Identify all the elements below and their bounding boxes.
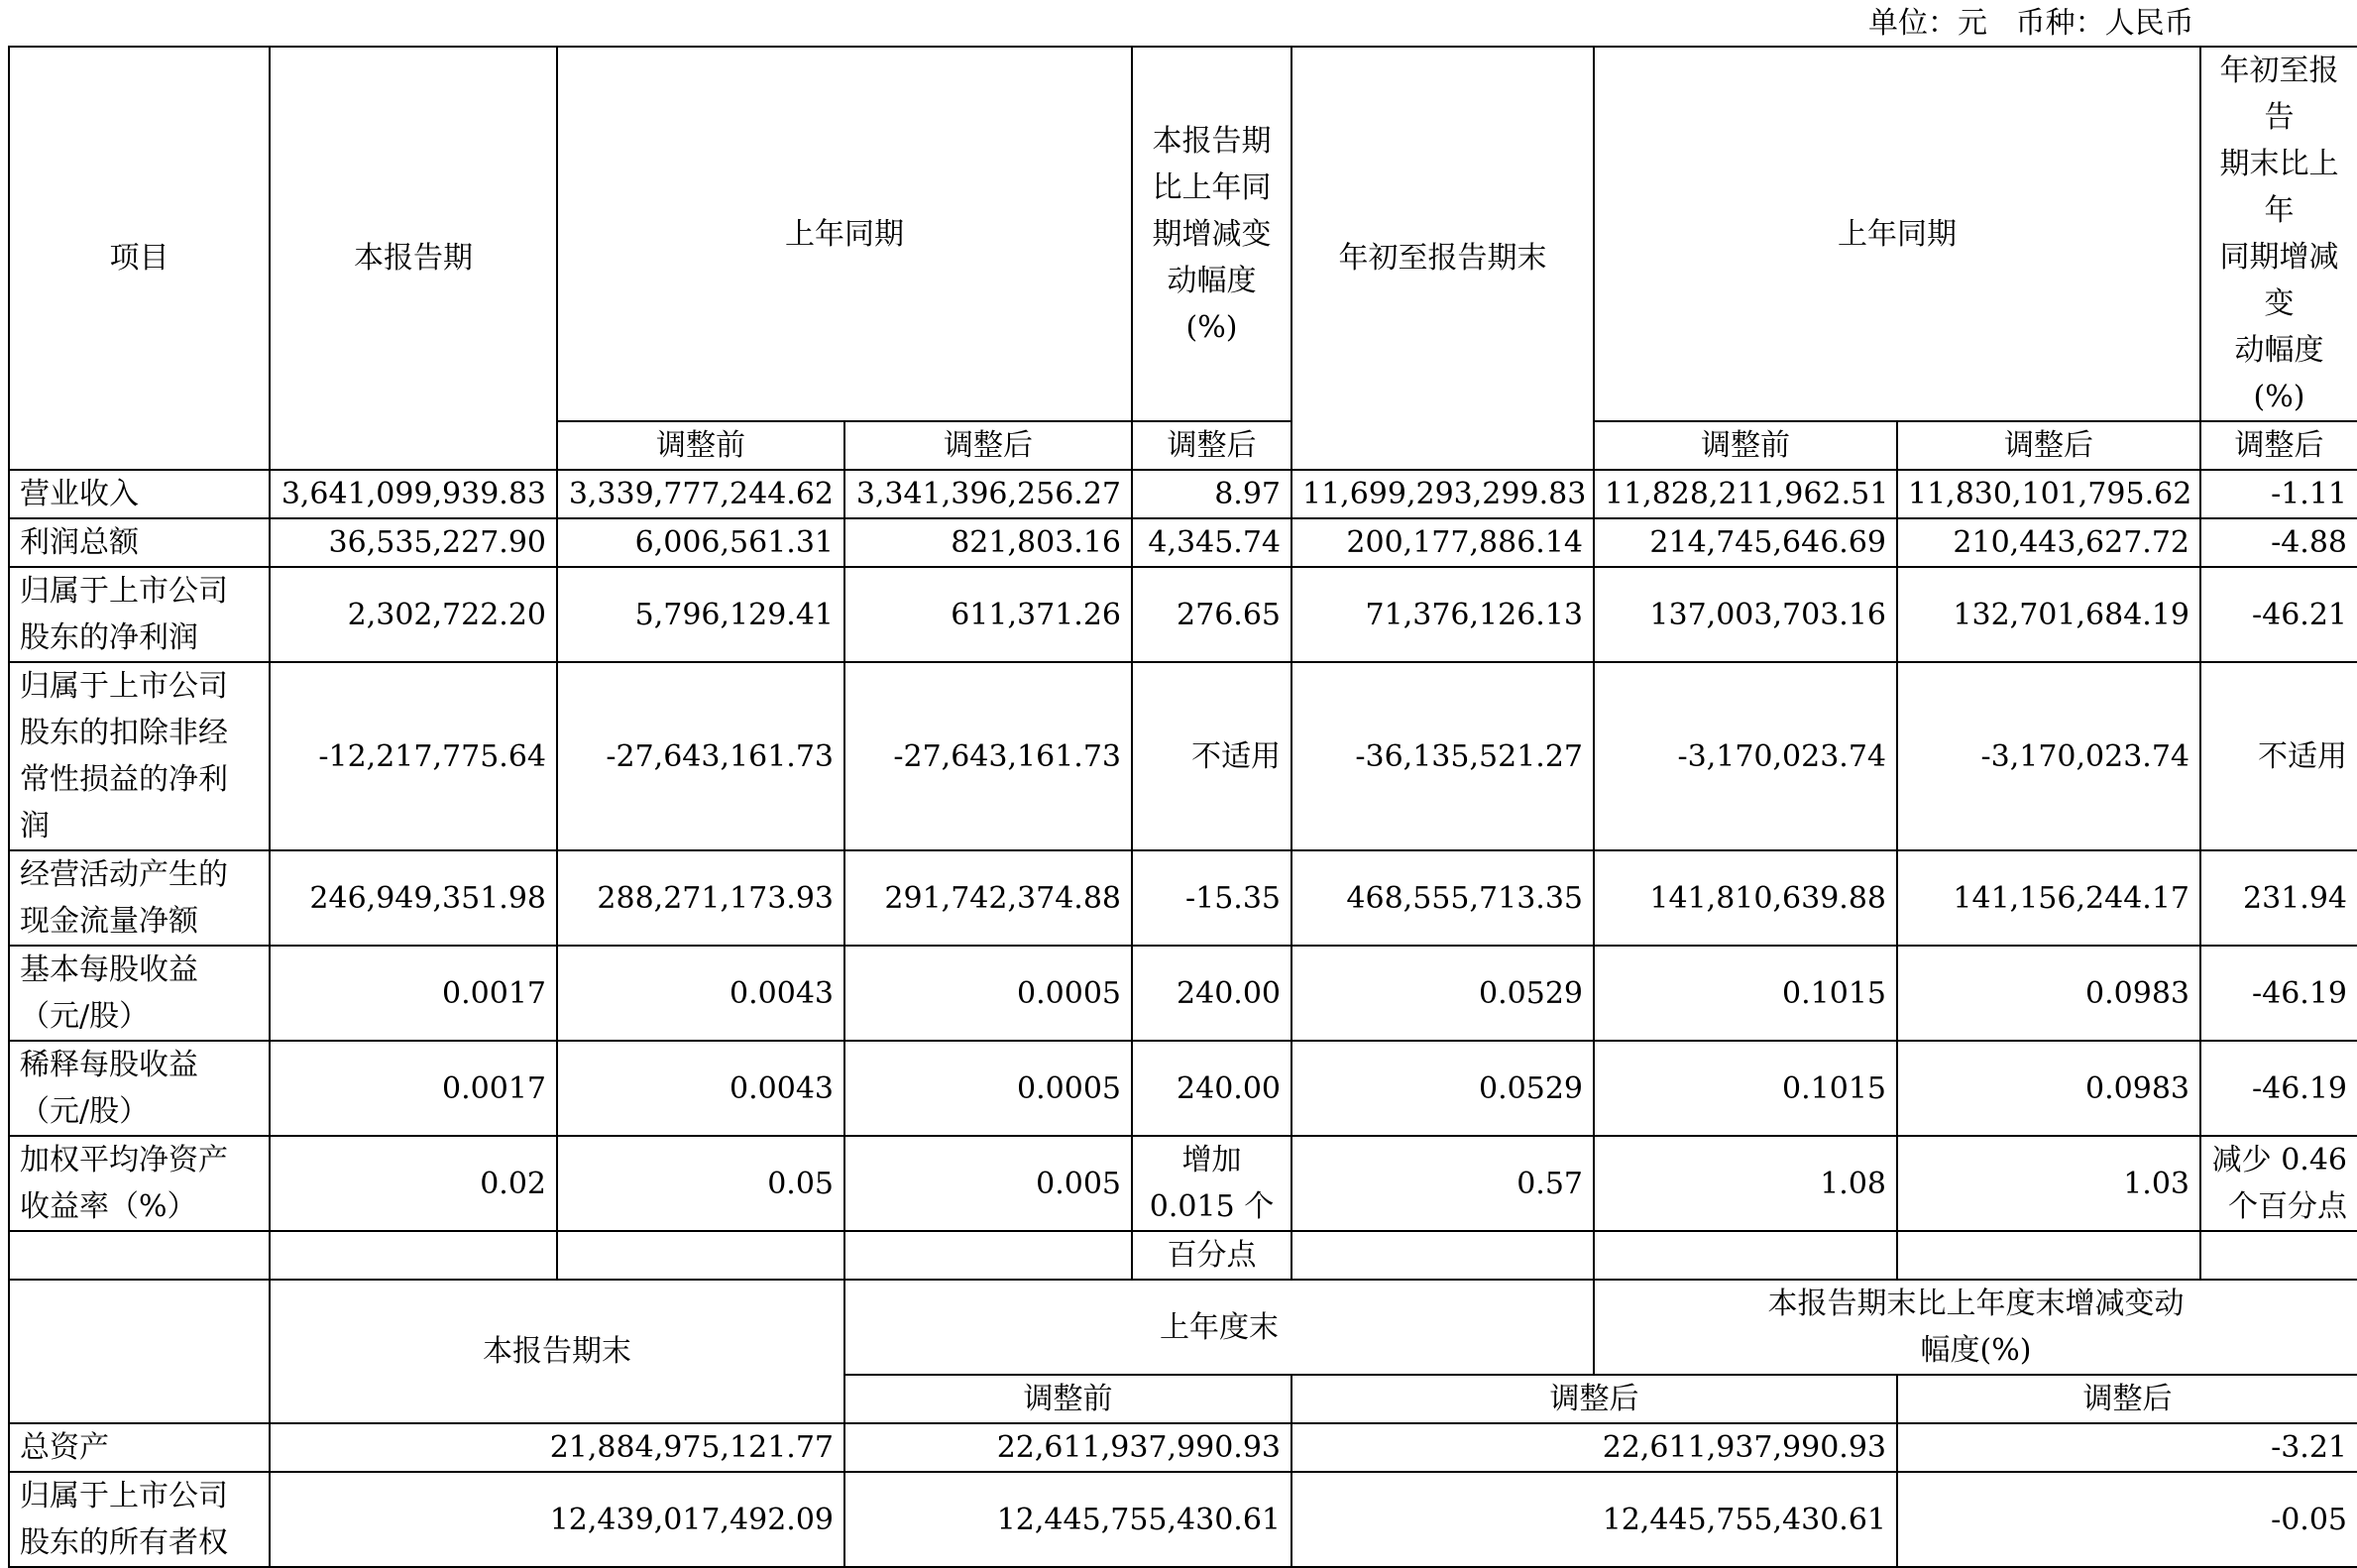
cell-period-end: 21,884,975,121.77	[270, 1423, 844, 1472]
cell-last-year-end-before: 12,445,755,430.61	[844, 1472, 1291, 1567]
cell-line: 股东的扣除非经	[20, 716, 228, 750]
cell-line: 股东的净利润	[20, 620, 198, 655]
subheader-after-adjust: 调整后	[1897, 421, 2200, 470]
cell-change-rate-ytd: 不适用	[2200, 662, 2357, 850]
row-label	[9, 1472, 270, 1567]
cell-last-year-before: 6,006,561.31	[557, 518, 844, 567]
cell-ytd: 71,376,126.13	[1291, 567, 1594, 662]
cell-last-year-ytd-after: 1.03	[1897, 1136, 2200, 1231]
cell-change-rate: 276.65	[1132, 567, 1291, 662]
unit-note: 单位：元 币种：人民币	[1868, 6, 2194, 41]
cell-ytd: 11,699,293,299.83	[1291, 470, 1594, 518]
empty-cell	[557, 1231, 844, 1280]
header-change-rate-current: 本报告期 比上年同 期增减变 动幅度(%)	[1132, 47, 1291, 421]
cell-last-year-end-after: 22,611,937,990.93	[1291, 1423, 1897, 1472]
cell-last-year-before: 0.0043	[557, 946, 844, 1041]
table-row	[9, 470, 2357, 518]
cell-last-year-ytd-before: 137,003,703.16	[1594, 567, 1897, 662]
subheader-after-adjust: 调整后	[844, 421, 1132, 470]
cell-last-year-ytd-after: 0.0983	[1897, 946, 2200, 1041]
cell-line: 增加	[1181, 1143, 1242, 1177]
cell-change-rate-ytd: -46.19	[2200, 1041, 2357, 1136]
empty-cell	[2200, 1231, 2357, 1280]
row-label	[9, 850, 270, 946]
cell-line: 减少 0.46	[2211, 1143, 2347, 1177]
cell-last-year-ytd-after: 141,156,244.17	[1897, 850, 2200, 946]
cell-current-period: 0.02	[270, 1136, 557, 1231]
empty-cell	[9, 1280, 270, 1423]
cell-last-year-after: 821,803.16	[844, 518, 1132, 567]
cell-last-year-ytd-after: 132,701,684.19	[1897, 567, 2200, 662]
cell-change-rate-ytd: -1.11	[2200, 470, 2357, 518]
cell-last-year-after: 291,742,374.88	[844, 850, 1132, 946]
header-same-period-last-year: 上年同期	[557, 47, 1132, 421]
header-current-period: 本报告期	[270, 47, 557, 470]
cell-change-rate	[1132, 1136, 1291, 1231]
cell-line: 本报告期末比上年度末增减变动	[1767, 1287, 2185, 1321]
cell-change-rate: 4,345.74	[1132, 518, 1291, 567]
row-label	[9, 567, 270, 662]
cell-line: （元/股）	[20, 1094, 150, 1129]
balance-header-row	[9, 1280, 2357, 1375]
table-row	[9, 1423, 2357, 1472]
cell-line: 加权平均净资产	[20, 1143, 228, 1177]
cell-line: 润	[20, 809, 50, 843]
overflow-row	[9, 1231, 2357, 1280]
cell-last-year-before: 5,796,129.41	[557, 567, 844, 662]
empty-cell	[1291, 1231, 1594, 1280]
empty-cell	[9, 1231, 270, 1280]
table-row	[9, 518, 2357, 567]
cell-line: 总资产	[20, 1430, 109, 1465]
table-row	[9, 850, 2357, 946]
subheader-before-adjust: 调整前	[1594, 421, 1897, 470]
cell-current-period: 0.0017	[270, 946, 557, 1041]
cell-line: 归属于上市公司	[20, 1479, 228, 1513]
cell-line: 经营活动产生的	[20, 857, 228, 892]
cell-last-year-ytd-after: 0.0983	[1897, 1041, 2200, 1136]
subheader-before-adjust: 调整前	[557, 421, 844, 470]
cell-last-year-ytd-after: 11,830,101,795.62	[1897, 470, 2200, 518]
header-change-rate-ytd: 年初至报告 期末比上年 同期增减变 动幅度(%)	[2200, 47, 2357, 421]
row-label	[9, 662, 270, 850]
row-label	[9, 1136, 270, 1231]
header-ytd-end: 年初至报告期末	[1291, 47, 1594, 470]
cell-last-year-after: 0.0005	[844, 1041, 1132, 1136]
cell-line: 现金流量净额	[20, 904, 198, 939]
financial-data-table	[8, 46, 2357, 1568]
cell-last-year-after: 611,371.26	[844, 567, 1132, 662]
header-period-end: 本报告期末	[270, 1280, 844, 1423]
empty-cell	[270, 1231, 557, 1280]
table-row	[9, 662, 2357, 850]
cell-line: 归属于上市公司	[20, 574, 228, 609]
cell-change-rate: 240.00	[1132, 1041, 1291, 1136]
cell-line: 营业收入	[20, 477, 139, 511]
cell-change-rate-continued: 百分点	[1132, 1231, 1291, 1280]
table-row	[9, 1136, 2357, 1231]
cell-line: 利润总额	[20, 525, 139, 560]
cell-last-year-ytd-before: 0.1015	[1594, 946, 1897, 1041]
cell-last-year-ytd-before: 141,810,639.88	[1594, 850, 1897, 946]
cell-line: 0.015 个	[1149, 1189, 1275, 1224]
cell-last-year-before: 0.0043	[557, 1041, 844, 1136]
cell-line: 收益率（%）	[20, 1189, 197, 1224]
cell-change-rate-ytd: -46.19	[2200, 946, 2357, 1041]
cell-last-year-ytd-before: -3,170,023.74	[1594, 662, 1897, 850]
cell-last-year-after: 3,341,396,256.27	[844, 470, 1132, 518]
cell-line: 个百分点	[2228, 1189, 2347, 1224]
subheader-before-adjust: 调整前	[844, 1375, 1291, 1423]
cell-balance-change-rate: -3.21	[1897, 1423, 2357, 1472]
row-label	[9, 518, 270, 567]
cell-change-rate: 240.00	[1132, 946, 1291, 1041]
cell-last-year-ytd-before: 214,745,646.69	[1594, 518, 1897, 567]
cell-last-year-ytd-before: 11,828,211,962.51	[1594, 470, 1897, 518]
cell-current-period: 0.0017	[270, 1041, 557, 1136]
cell-change-rate: -15.35	[1132, 850, 1291, 946]
cell-last-year-end-before: 22,611,937,990.93	[844, 1423, 1291, 1472]
cell-ytd: -36,135,521.27	[1291, 662, 1594, 850]
row-label	[9, 946, 270, 1041]
cell-change-rate-ytd: 231.94	[2200, 850, 2357, 946]
header-balance-change-rate	[1594, 1280, 2357, 1375]
cell-ytd: 468,555,713.35	[1291, 850, 1594, 946]
cell-current-period: 246,949,351.98	[270, 850, 557, 946]
cell-last-year-before: 288,271,173.93	[557, 850, 844, 946]
empty-cell	[1594, 1231, 1897, 1280]
cell-line: 幅度(%)	[1920, 1333, 2032, 1368]
cell-line: 归属于上市公司	[20, 669, 228, 704]
row-label	[9, 470, 270, 518]
cell-last-year-ytd-after: 210,443,627.72	[1897, 518, 2200, 567]
cell-change-rate-ytd: -46.21	[2200, 567, 2357, 662]
cell-change-rate-ytd: -4.88	[2200, 518, 2357, 567]
cell-ytd: 200,177,886.14	[1291, 518, 1594, 567]
header-last-year-end: 上年度末	[844, 1280, 1594, 1375]
cell-current-period: -12,217,775.64	[270, 662, 557, 850]
table-row	[9, 567, 2357, 662]
cell-line: （元/股）	[20, 999, 150, 1034]
cell-last-year-before: 0.05	[557, 1136, 844, 1231]
cell-last-year-after: 0.0005	[844, 946, 1132, 1041]
cell-change-rate-ytd	[2200, 1136, 2357, 1231]
cell-last-year-ytd-before: 0.1015	[1594, 1041, 1897, 1136]
cell-change-rate: 8.97	[1132, 470, 1291, 518]
subheader-after-adjust: 调整后	[1897, 1375, 2357, 1423]
cell-balance-change-rate: -0.05	[1897, 1472, 2357, 1567]
subheader-after-adjust: 调整后	[1132, 421, 1291, 470]
table-row	[9, 1472, 2357, 1567]
empty-cell	[1897, 1231, 2200, 1280]
cell-ytd: 0.0529	[1291, 1041, 1594, 1136]
cell-line: 基本每股收益	[20, 952, 198, 987]
cell-current-period: 3,641,099,939.83	[270, 470, 557, 518]
cell-last-year-before: 3,339,777,244.62	[557, 470, 844, 518]
cell-current-period: 2,302,722.20	[270, 567, 557, 662]
cell-period-end: 12,439,017,492.09	[270, 1472, 844, 1567]
cell-line: 股东的所有者权	[20, 1525, 228, 1560]
empty-cell	[844, 1231, 1132, 1280]
table-row	[9, 1041, 2357, 1136]
row-label	[9, 1041, 270, 1136]
header-same-period-last-year-2: 上年同期	[1594, 47, 2200, 421]
cell-ytd: 0.57	[1291, 1136, 1594, 1231]
cell-last-year-after: -27,643,161.73	[844, 662, 1132, 850]
cell-last-year-end-after: 12,445,755,430.61	[1291, 1472, 1897, 1567]
row-label	[9, 1423, 270, 1472]
cell-line: 稀释每股收益	[20, 1048, 198, 1082]
header-item: 项目	[9, 47, 270, 470]
cell-last-year-ytd-after: -3,170,023.74	[1897, 662, 2200, 850]
cell-last-year-ytd-before: 1.08	[1594, 1136, 1897, 1231]
cell-change-rate: 不适用	[1132, 662, 1291, 850]
subheader-after-adjust: 调整后	[2200, 421, 2357, 470]
subheader-after-adjust: 调整后	[1291, 1375, 1897, 1423]
cell-line: 常性损益的净利	[20, 762, 228, 797]
cell-last-year-before: -27,643,161.73	[557, 662, 844, 850]
cell-last-year-after: 0.005	[844, 1136, 1132, 1231]
cell-ytd: 0.0529	[1291, 946, 1594, 1041]
cell-current-period: 36,535,227.90	[270, 518, 557, 567]
table-row	[9, 946, 2357, 1041]
header-row	[9, 47, 2357, 421]
